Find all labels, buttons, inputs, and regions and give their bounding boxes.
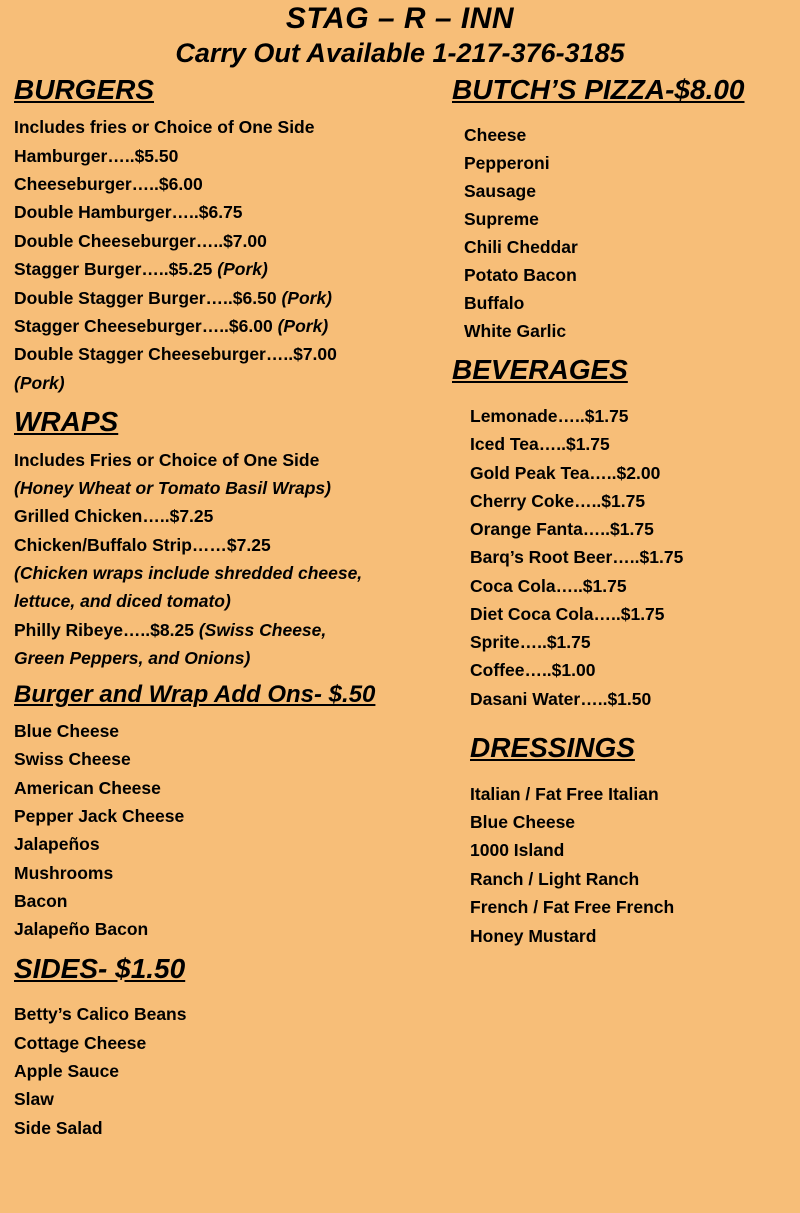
burgers-note: Includes fries or Choice of One Side: [14, 117, 315, 138]
right-column: [452, 75, 800, 950]
wraps-list: [14, 446, 452, 673]
menu-item: [14, 531, 452, 559]
spacer: [452, 713, 800, 733]
menu-item: [14, 340, 452, 368]
menu-item: Swiss Cheese: [14, 749, 131, 770]
menu-item: [14, 227, 452, 255]
wraps-note-4: lettuce, and diced tomato): [14, 591, 231, 612]
menu-item: Pepperoni: [464, 153, 550, 174]
pizza-list: [452, 113, 800, 345]
section-heading-wraps: WRAPS: [14, 405, 119, 437]
menu-item: Chili Cheddar: [464, 237, 578, 258]
item-text: Cheeseburger…..$6.00: [14, 174, 203, 195]
beverages-list: [452, 394, 800, 713]
menu-header: [0, 0, 800, 69]
menu-item: American Cheese: [14, 777, 161, 798]
item-text: Hamburger…..$5.50: [14, 145, 179, 166]
menu-item: [14, 142, 452, 170]
menu-item: 1000 Island: [470, 840, 565, 861]
menu-item: Cottage Cheese: [14, 1032, 147, 1053]
section-heading-pizza: BUTCH’S PIZZA-$8.00: [452, 73, 745, 105]
menu-item: Jalapeño Bacon: [14, 919, 149, 940]
menu-item: Sprite…..$1.75: [470, 632, 591, 653]
menu-item: Ranch / Light Ranch: [470, 868, 640, 889]
menu-item: Iced Tea…..$1.75: [470, 434, 610, 455]
wraps-note-2: (Honey Wheat or Tomato Basil Wraps): [14, 478, 331, 499]
addons-list: [14, 717, 452, 944]
menu-item: Pepper Jack Cheese: [14, 805, 185, 826]
section-heading-addons: Burger and Wrap Add Ons- $.50: [14, 681, 376, 709]
menu-item: Buffalo: [464, 293, 525, 314]
menu-item: Bacon: [14, 890, 68, 911]
menu-item: Side Salad: [14, 1117, 103, 1138]
spacer: [470, 394, 800, 402]
menu-item: Orange Fanta…..$1.75: [470, 519, 654, 540]
item-note: (Pork): [217, 259, 268, 280]
spacer: [14, 992, 452, 1000]
menu-item: Coca Cola…..$1.75: [470, 575, 627, 596]
spacer: [464, 113, 800, 121]
item-note: (Pork): [281, 287, 333, 308]
item-note: (Pork): [14, 372, 65, 393]
section-heading-burgers: BURGERS: [14, 73, 155, 105]
section-heading-beverages: BEVERAGES: [452, 354, 628, 386]
item-text: Double Stagger Burger…..$6.50: [14, 287, 277, 308]
menu-item: [14, 502, 452, 530]
item-text: Chicken/Buffalo Strip……$7.25: [14, 534, 271, 555]
menu-item: Blue Cheese: [470, 812, 576, 833]
item-note: (Swiss Cheese,: [198, 619, 327, 640]
menu-item: Supreme: [464, 209, 539, 230]
menu-item-continuation: [14, 369, 452, 397]
section-heading-sides: SIDES- $1.50: [14, 952, 186, 984]
menu-item: Italian / Fat Free Italian: [470, 783, 659, 804]
item-text: Double Stagger Cheeseburger…..$7.00: [14, 344, 337, 365]
menu-item: Cherry Coke…..$1.75: [470, 490, 646, 511]
menu-item: Barq’s Root Beer…..$1.75: [470, 547, 684, 568]
menu-item: [14, 255, 452, 283]
menu-item: Betty’s Calico Beans: [14, 1004, 187, 1025]
wraps-note-3: (Chicken wraps include shredded cheese,: [14, 563, 363, 584]
dressings-list: [452, 772, 800, 950]
item-text: Philly Ribeye…..$8.25: [14, 619, 194, 640]
menu-item: Potato Bacon: [464, 265, 577, 286]
sides-list: [14, 992, 452, 1142]
menu-item: [14, 170, 452, 198]
section-heading-dressings: DRESSINGS: [470, 731, 635, 763]
wraps-note-1: Includes Fries or Choice of One Side: [14, 449, 320, 470]
menu-item: Lemonade…..$1.75: [470, 406, 629, 427]
menu-columns: [0, 75, 800, 1142]
item-text: Stagger Cheeseburger…..$6.00: [14, 315, 273, 336]
menu-item: [14, 616, 452, 644]
left-column: [0, 75, 452, 1142]
item-text: Stagger Burger…..$5.25: [14, 259, 213, 280]
menu-item: Slaw: [14, 1089, 54, 1110]
menu-item: Jalapeños: [14, 834, 100, 855]
menu-item: [14, 284, 452, 312]
spacer: [470, 772, 800, 780]
item-text: Grilled Chicken…..$7.25: [14, 506, 214, 527]
carryout-phone: Carry Out Available 1-217-376-3185: [175, 37, 625, 68]
menu-item: Cheese: [464, 125, 527, 146]
restaurant-title: STAG – R – INN: [285, 2, 515, 35]
item-text: Double Cheeseburger…..$7.00: [14, 230, 267, 251]
menu-item: Mushrooms: [14, 862, 114, 883]
philly-note-continuation: Green Peppers, and Onions): [14, 648, 251, 669]
menu-item: White Garlic: [464, 321, 567, 342]
menu-item: Honey Mustard: [470, 925, 597, 946]
menu-item: Gold Peak Tea…..$2.00: [470, 462, 661, 483]
menu-item: Sausage: [464, 181, 536, 202]
menu-item: [14, 198, 452, 226]
menu-item: French / Fat Free French: [470, 897, 675, 918]
menu-item: Coffee…..$1.00: [470, 660, 596, 681]
menu-item: Dasani Water…..$1.50: [470, 688, 652, 709]
menu-item: Apple Sauce: [14, 1061, 120, 1082]
item-note: (Pork): [277, 315, 329, 336]
menu-item: [14, 312, 452, 340]
burgers-list: [14, 113, 452, 396]
menu-item: Blue Cheese: [14, 720, 120, 741]
item-text: Double Hamburger…..$6.75: [14, 202, 243, 223]
menu-item: Diet Coca Cola…..$1.75: [470, 603, 665, 624]
